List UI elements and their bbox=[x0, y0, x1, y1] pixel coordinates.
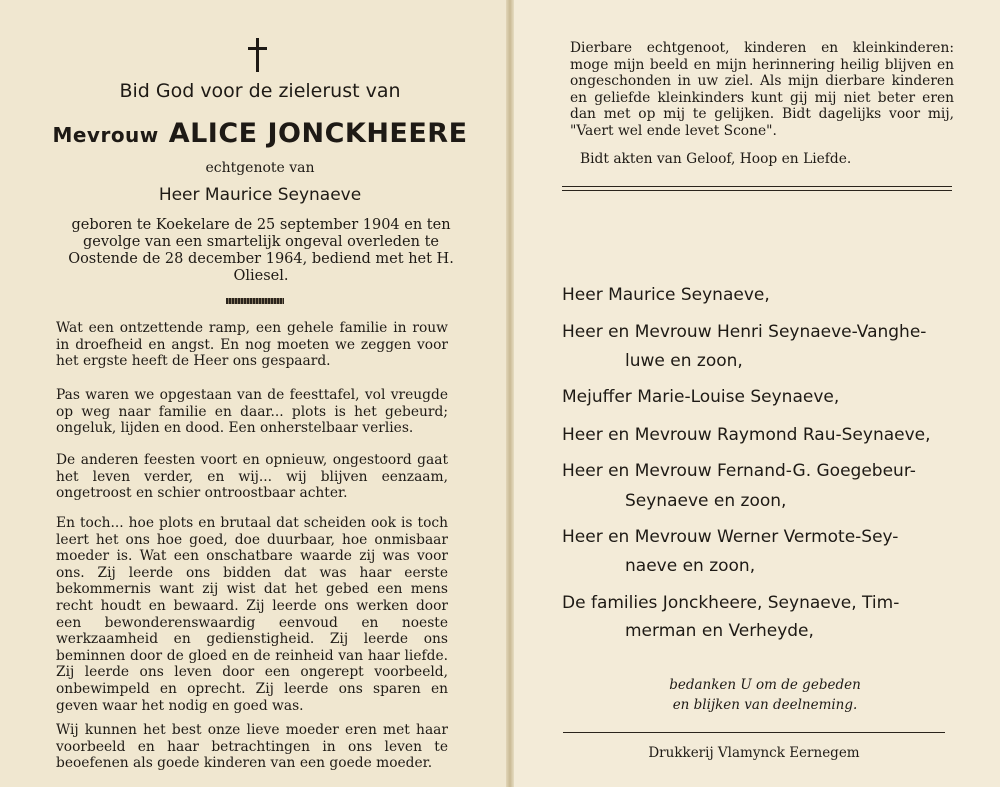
thanks-line-1: bedanken U om de gebeden bbox=[669, 677, 861, 693]
mourner-2-line-2: luwe en zoon, bbox=[625, 351, 743, 371]
mourner-6-line-1: Heer en Mevrouw Werner Vermote-Sey- bbox=[562, 527, 899, 547]
mourner-6-line-2: naeve en zoon, bbox=[625, 556, 756, 576]
farewell-message: Dierbare echtgenoot, kinderen en kleinkinderen: moge mijn beeld en mijn herinnering heilig blijven en ongeschonden in uw ziel. Als mijn dierbare kinderen en geliefde kleinkinders kunt gij mij niet beter eren dan met op mij te gelijken. Bidt dagelijks voor mij, "Vaert wel ende levet Scone". bbox=[570, 40, 954, 139]
prayer-heading: Bid God voor de zielerust van bbox=[119, 80, 401, 102]
printer-rule bbox=[563, 732, 945, 733]
cross-icon bbox=[246, 38, 270, 72]
mourner-7-line-1: De families Jonckheere, Seynaeve, Tim- bbox=[562, 593, 900, 613]
mourner-5-line-2: Seynaeve en zoon, bbox=[625, 491, 787, 511]
printer-credit: Drukkerij Vlamynck Eernegem bbox=[648, 745, 860, 761]
deceased-name: ALICE JONCKHEERE bbox=[168, 118, 468, 149]
ornament-divider bbox=[226, 298, 284, 304]
spouse-name: Heer Maurice Seynaeve bbox=[158, 185, 362, 205]
paragraph-1: Wat een ontzettende ramp, een gehele familie in rouw in droefheid en angst. En nog moeten we zeggen voor het ergste heeft de Heer ons gespaard. bbox=[56, 320, 448, 370]
mourner-1: Heer Maurice Seynaeve, bbox=[562, 285, 770, 305]
paragraph-4: En toch... hoe plots en brutaal dat scheiden ook is toch leert het ons hoe goed, doe duurbaar, hoe onmisbaar moeder is. Wat een onschatbare waarde zij was voor ons. Zij leerde ons bidden dat was haar eerste bekommernis want zij wist dat het gebed een mens recht houdt en bewaard. Zij leerde ons werken door een bewonderenswaardig eenvoud en noeste werkzaamheid en gedienstigheid. Zij leerde ons beminnen door de gloed en de reinheid van haar liefde. Zij leerde ons leven door een ongerept voorbeeld, onbewimpeld en oprecht. Zij leerde ons sparen en geven waar het nodig en goed was. bbox=[56, 515, 448, 714]
faith-prayer-line: Bidt akten van Geloof, Hoop en Liefde. bbox=[580, 151, 852, 167]
mourner-3: Mejuffer Marie-Louise Seynaeve, bbox=[562, 387, 840, 407]
paragraph-5: Wij kunnen het best onze lieve moeder eren met haar voorbeeld en haar betrachtingen in ons leven te beoefenen als goede kinderen van een goede moeder. bbox=[56, 722, 448, 772]
paragraph-3: De anderen feesten voort en opnieuw, ongestoord gaat het leven verder, en wij... wij blijven eenzaam, ongetroost en schier ontroostbaar achter. bbox=[56, 452, 448, 502]
mourner-5-line-1: Heer en Mevrouw Fernand-G. Goegebeur- bbox=[562, 461, 916, 481]
thanks-line-2: en blijken van deelneming. bbox=[672, 697, 858, 713]
spouse-label: echtgenote van bbox=[205, 160, 315, 176]
double-rule-bottom bbox=[562, 190, 952, 191]
paragraph-2: Pas waren we opgestaan van de feesttafel, vol vreugde op weg naar familie en daar... plots is het gebeurd; ongeluk, lijden en dood. Een onherstelbaar verlies. bbox=[56, 387, 448, 437]
birth-death-text: geboren te Koekelare de 25 september 1904 en ten gevolge van een smartelijk ongeval overleden te Oostende de 28 december 1964, bediend met het H. Oliesel. bbox=[68, 217, 454, 284]
double-rule-top bbox=[562, 186, 952, 187]
deceased-name-line bbox=[0, 118, 520, 149]
mourner-7-line-2: merman en Verheyde, bbox=[625, 621, 814, 641]
thanks-note bbox=[600, 675, 930, 715]
mourner-4: Heer en Mevrouw Raymond Rau-Seynaeve, bbox=[562, 425, 931, 445]
mourner-2-line-1: Heer en Mevrouw Henri Seynaeve-Vanghe- bbox=[562, 322, 927, 342]
name-prefix: Mevrouw bbox=[52, 123, 159, 147]
